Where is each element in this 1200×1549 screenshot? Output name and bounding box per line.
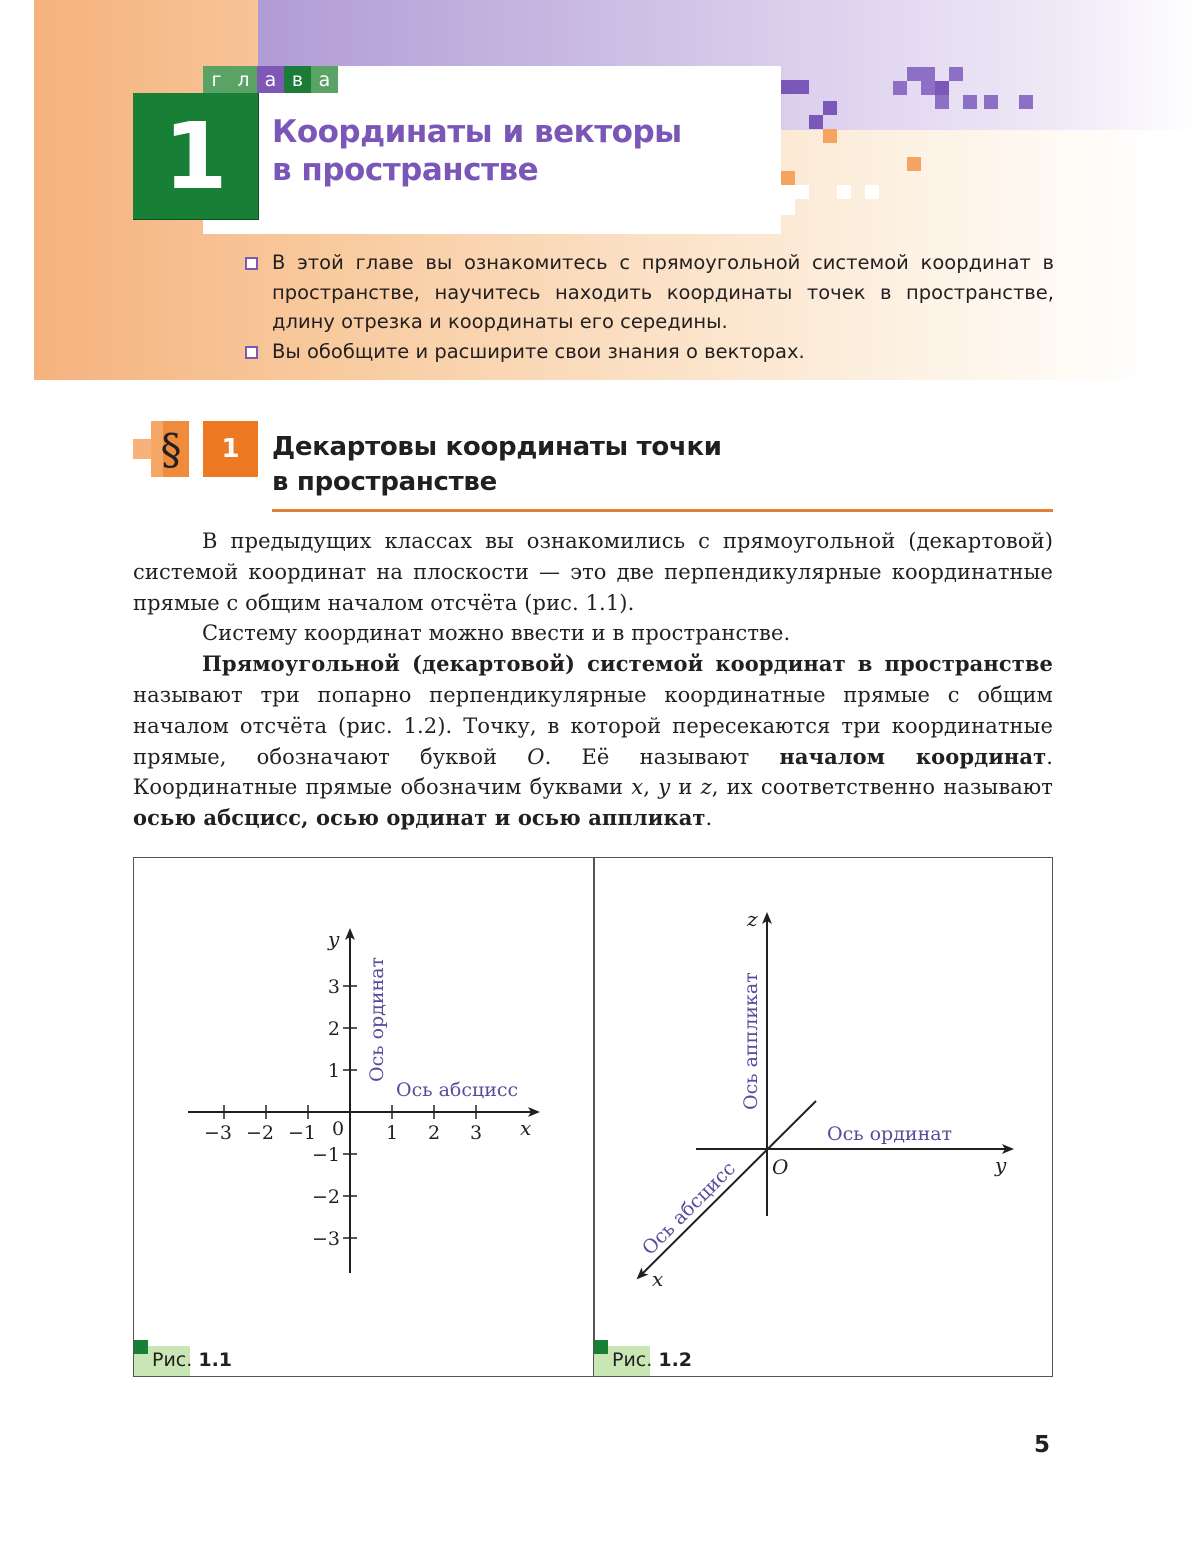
caption-marker-icon <box>594 1340 608 1354</box>
chapter-label <box>203 66 338 93</box>
chapter-label-letter: л <box>230 66 257 93</box>
x-tick-label: 3 <box>469 1122 483 1144</box>
x-axis-name: Ось абсцисс <box>396 1079 519 1101</box>
x-tick-label: 2 <box>427 1122 441 1144</box>
intro-list-item <box>244 248 1054 337</box>
math-symbol: y <box>658 775 671 800</box>
intro-item-text: Вы обобщите и расширите свои знания о векторах. <box>272 339 805 363</box>
intro-item-text: В этой главе вы ознакомитесь с прямоугольной системой координат в пространстве, научитесь находить координаты точек в пространстве, длину отрезка и координаты его середины. <box>272 251 1054 333</box>
chapter-title-line: в пространстве <box>272 152 539 188</box>
chapter-label-letter: в <box>284 66 311 93</box>
origin-label: O <box>772 1155 789 1179</box>
x-tick-label: 1 <box>385 1122 399 1144</box>
x-axis-letter: x <box>652 1267 664 1291</box>
math-symbol: O <box>527 744 545 769</box>
x-axis-letter: x <box>520 1116 532 1140</box>
paragraph: Систему координат можно ввести и в пространстве. <box>202 621 791 646</box>
paragraph-sign: § <box>160 424 182 474</box>
section-symbol-icon <box>133 421 189 477</box>
y-tick-label: −3 <box>311 1228 340 1250</box>
y-tick-label: 3 <box>327 976 340 998</box>
page-number: 5 <box>1034 1432 1051 1458</box>
x-tick-label: −2 <box>245 1122 274 1144</box>
caption-prefix: Рис. <box>152 1349 193 1371</box>
chapter-title <box>272 113 772 189</box>
origin-label: 0 <box>332 1118 345 1140</box>
y-tick-label: −2 <box>311 1186 340 1208</box>
y-tick-label: 2 <box>327 1018 340 1040</box>
body-text <box>133 526 1053 834</box>
square-bullet-icon <box>245 346 258 359</box>
intro-list-item <box>244 337 1054 367</box>
y-tick-label: 1 <box>327 1060 340 1082</box>
paragraph: В предыдущих классах вы ознакомились с прямоугольной (декартовой) системой координат на плоскости — это две перпендикулярные координатные прямые с общим началом отсчёта (рис. 1.1). <box>133 529 1053 615</box>
section-title-line: в пространстве <box>272 467 497 497</box>
x-tick-label: −1 <box>287 1122 316 1144</box>
y-axis-name: Ось ординат <box>827 1123 953 1145</box>
section-title <box>272 430 972 500</box>
x-tick-label: −3 <box>203 1122 232 1144</box>
figures-frame <box>133 857 1053 1377</box>
y-axis-letter: y <box>328 927 340 951</box>
section-divider <box>272 509 1053 512</box>
figure-1-1-plane-coordinates <box>134 858 593 1376</box>
z-axis-letter: z <box>747 907 758 931</box>
math-symbol: z <box>700 775 712 800</box>
section-title-line: Декартовы координаты точки <box>272 432 722 462</box>
caption-marker-icon <box>134 1340 148 1354</box>
x-axis-name: Ось абсцисс <box>637 1157 740 1260</box>
paragraph: Прямоугольной (декартовой) системой координат в пространстве называют три попарно перпендикулярные координатные прямые с общим началом отсчёта (рис. 1.2). Точку, в которой пересекаются три координатные прямые, обозначают буквой O. Её называют началом координат. Координатные прямые обозначим буквами x, y и z, их соответственно называют осью абсцисс, осью ординат и осью аппликат. <box>133 651 1053 831</box>
square-bullet-icon <box>245 257 258 270</box>
chapter-intro-list <box>244 248 1054 366</box>
term-axes: осью абсцисс, осью ординат и осью аппликат <box>133 805 706 831</box>
chapter-label-letter: а <box>257 66 284 93</box>
math-symbol: x <box>631 775 644 800</box>
x-axis <box>638 1101 816 1278</box>
term-definition: Прямоугольной (декартовой) системой координат в пространстве <box>202 651 1053 677</box>
chapter-label-letter: г <box>203 66 230 93</box>
y-axis-name: Ось ординат <box>366 956 388 1082</box>
z-axis-name: Ось аппликат <box>740 972 762 1110</box>
y-tick-label: −1 <box>311 1144 340 1166</box>
chapter-label-letter: а <box>311 66 338 93</box>
caption-number: 1.2 <box>658 1349 693 1371</box>
section-number: 1 <box>203 421 258 477</box>
caption-number: 1.1 <box>198 1349 233 1371</box>
caption-prefix: Рис. <box>612 1349 653 1371</box>
chapter-number: 1 <box>133 93 259 220</box>
y-axis-letter: y <box>995 1153 1007 1177</box>
term-origin: началом координат <box>779 743 1047 769</box>
figure-1-2-space-coordinates <box>594 858 1053 1376</box>
chapter-title-line: Координаты и векторы <box>272 114 682 150</box>
